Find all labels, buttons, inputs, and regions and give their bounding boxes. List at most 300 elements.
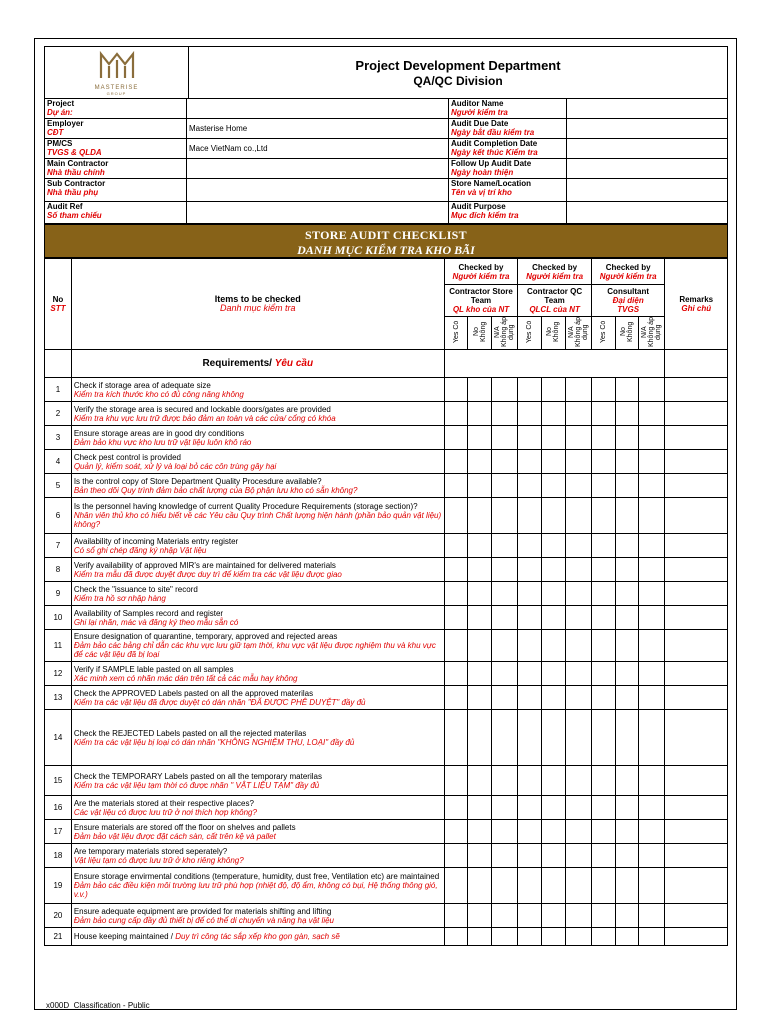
check-cell[interactable] (639, 766, 665, 796)
check-cell[interactable] (565, 868, 591, 904)
row-item: Ensure storage areas are in good dry conditions Đảm bảo khu vực kho lưu trữ vật liệu luôn khô ráo (71, 426, 444, 450)
check-cell[interactable] (542, 426, 566, 450)
division-title: QA/QC Division (413, 73, 503, 88)
check-cell[interactable] (518, 498, 542, 534)
check-cell[interactable] (444, 710, 468, 766)
check-cell[interactable] (591, 474, 615, 498)
check-cell[interactable] (639, 534, 665, 558)
check-cell[interactable] (542, 928, 566, 946)
check-cell[interactable] (444, 558, 468, 582)
check-cell[interactable] (518, 766, 542, 796)
check-cell[interactable] (542, 582, 566, 606)
check-cell[interactable] (468, 534, 492, 558)
row-item: Check the "issuance to site" record Kiểm tra hồ sơ nhập hàng (71, 582, 444, 606)
check-cell[interactable] (565, 474, 591, 498)
check-cell[interactable] (591, 558, 615, 582)
check-cell[interactable] (444, 844, 468, 868)
check-cell[interactable] (591, 820, 615, 844)
row-item: Check the REJECTED Labels pasted on all the rejected materilas Kiểm tra các vật liệu bị loại có dán nhãn "KHÔNG NGHIỆM THU, LOẠI" đầy đủ (71, 710, 444, 766)
check-cell[interactable] (615, 582, 639, 606)
logo-text: MASTERISE (94, 84, 139, 91)
check-cell[interactable] (542, 662, 566, 686)
remarks-cell[interactable] (665, 426, 728, 450)
requirements-header: Requirements/ Yêu cầu (71, 350, 444, 378)
info-value-left[interactable] (187, 99, 449, 119)
check-cell[interactable] (468, 378, 492, 402)
check-cell[interactable] (518, 820, 542, 844)
check-cell[interactable] (565, 498, 591, 534)
dept-title: Project Development Department (355, 57, 561, 73)
check-cell[interactable] (492, 402, 518, 426)
check-cell[interactable] (542, 630, 566, 662)
check-cell[interactable] (615, 796, 639, 820)
check-cell[interactable] (444, 904, 468, 928)
check-cell[interactable] (444, 498, 468, 534)
check-cell[interactable] (615, 630, 639, 662)
check-cell[interactable] (615, 662, 639, 686)
table-row (45, 904, 728, 928)
row-number: 19 (45, 868, 72, 904)
check-cell[interactable] (492, 686, 518, 710)
info-row (45, 202, 728, 224)
check-cell[interactable] (639, 582, 665, 606)
check-cell[interactable] (615, 710, 639, 766)
check-cell[interactable] (518, 378, 542, 402)
check-cell[interactable] (444, 450, 468, 474)
check-cell[interactable] (565, 686, 591, 710)
info-value-left[interactable] (187, 179, 449, 202)
check-cell[interactable] (492, 606, 518, 630)
table-row (45, 630, 728, 662)
check-cell[interactable] (492, 710, 518, 766)
table-row (45, 426, 728, 450)
check-cell[interactable] (591, 450, 615, 474)
check-cell[interactable] (542, 378, 566, 402)
check-cell[interactable] (444, 582, 468, 606)
check-cell[interactable] (468, 868, 492, 904)
check-cell[interactable] (492, 582, 518, 606)
header-table (44, 46, 728, 99)
info-value-left[interactable]: Mace VietNam co.,Ltd (187, 139, 449, 159)
check-cell[interactable] (468, 606, 492, 630)
table-row (45, 558, 728, 582)
check-cell[interactable] (444, 426, 468, 450)
check-cell[interactable] (518, 630, 542, 662)
check-cell[interactable] (591, 534, 615, 558)
check-cell[interactable] (468, 844, 492, 868)
check-cell[interactable] (444, 662, 468, 686)
row-item: Check the APPROVED Labels pasted on all the approved materilas Kiểm tra các vật liệu đã được duyệt có dán nhãn "ĐÃ ĐƯỢC PHÊ DUYỆT" đầy đủ (71, 686, 444, 710)
check-cell[interactable] (444, 534, 468, 558)
check-cell[interactable] (444, 796, 468, 820)
check-cell[interactable] (518, 928, 542, 946)
row-item: Verify the storage area is secured and lockable doors/gates are provided Kiểm tra khu vực lưu trữ được bảo đảm an toàn và các cửa/ cổng có khóa (71, 402, 444, 426)
check-cell[interactable] (639, 710, 665, 766)
logo-cell (45, 47, 189, 99)
check-cell[interactable] (468, 474, 492, 498)
row-item: Ensure designation of quarantine, temporary, approved and rejected areas Đảm bảo các bảng chỉ dẫn các khu vực lưu giữ tạm thời, khu vực vật liệu được nghiệm thu và khu vực để các vật liệu đã bị loại (71, 630, 444, 662)
info-value-right[interactable] (567, 202, 728, 224)
row-item: Verify if SAMPLE lable pasted on all samples Xác minh xem có nhãn mác dán trên tất cả các mẫu hay không (71, 662, 444, 686)
check-cell[interactable] (444, 686, 468, 710)
check-cell[interactable] (542, 766, 566, 796)
check-cell[interactable] (518, 582, 542, 606)
check-cell[interactable] (444, 402, 468, 426)
check-cell[interactable] (542, 686, 566, 710)
option-header-yes: Yes Có (518, 317, 542, 350)
check-cell[interactable] (492, 904, 518, 928)
check-cell[interactable] (639, 498, 665, 534)
remarks-cell[interactable] (665, 766, 728, 796)
row-item: Ensure adequate equipment are provided for materials shifting and lifting Đảm bảo cung cấp đầy đủ thiết bị để có thể di chuyển và nâng hạ vật liệu (71, 904, 444, 928)
info-label-right: Audit Purpose Mục đích kiểm tra (449, 202, 567, 224)
check-cell[interactable] (591, 662, 615, 686)
check-cell[interactable] (565, 904, 591, 928)
check-cell[interactable] (542, 402, 566, 426)
info-value-right[interactable] (567, 179, 728, 202)
checklist-title-en: STORE AUDIT CHECKLIST (305, 228, 467, 242)
check-cell[interactable] (518, 474, 542, 498)
check-cell[interactable] (639, 630, 665, 662)
check-cell[interactable] (492, 378, 518, 402)
check-cell[interactable] (492, 558, 518, 582)
check-cell[interactable] (615, 450, 639, 474)
check-cell[interactable] (492, 474, 518, 498)
row-number: 11 (45, 630, 72, 662)
row-item: Are temporary materials stored seperately? Vật liệu tạm có được lưu trữ ở kho riêng không? (71, 844, 444, 868)
col-items-header: Items to be checked Danh mục kiểm tra (71, 259, 444, 350)
info-value-left[interactable] (187, 202, 449, 224)
remarks-cell[interactable] (665, 474, 728, 498)
check-cell[interactable] (591, 378, 615, 402)
option-header-yes: Yes Có (591, 317, 615, 350)
info-row (45, 119, 728, 139)
check-cell[interactable] (518, 534, 542, 558)
check-cell[interactable] (591, 426, 615, 450)
remarks-cell[interactable] (665, 662, 728, 686)
info-label-left: Main Contractor Nhà thầu chính (45, 159, 187, 179)
check-cell[interactable] (518, 558, 542, 582)
info-label-left: Sub Contractor Nhà thầu phụ (45, 179, 187, 202)
table-row (45, 710, 728, 766)
check-cell[interactable] (615, 498, 639, 534)
check-cell[interactable] (615, 558, 639, 582)
remarks-cell[interactable] (665, 582, 728, 606)
remarks-cell[interactable] (665, 378, 728, 402)
check-cell[interactable] (591, 686, 615, 710)
check-cell[interactable] (565, 534, 591, 558)
check-cell[interactable] (444, 766, 468, 796)
check-cell[interactable] (468, 820, 492, 844)
option-header-na: N/A Không áp dụng (565, 317, 591, 350)
table-row (45, 686, 728, 710)
check-cell[interactable] (591, 710, 615, 766)
check-cell[interactable] (542, 796, 566, 820)
check-cell[interactable] (542, 606, 566, 630)
table-row (45, 378, 728, 402)
info-value-left[interactable]: Masterise Home (187, 119, 449, 139)
remarks-cell[interactable] (665, 868, 728, 904)
option-header-no_opt: No Không (468, 317, 492, 350)
check-cell[interactable] (444, 928, 468, 946)
remarks-cell[interactable] (665, 606, 728, 630)
check-cell[interactable] (639, 928, 665, 946)
checklist-table (44, 258, 728, 946)
check-cell[interactable] (591, 796, 615, 820)
check-cell[interactable] (615, 686, 639, 710)
check-cell[interactable] (591, 928, 615, 946)
check-cell[interactable] (542, 498, 566, 534)
check-cell[interactable] (468, 426, 492, 450)
remarks-cell[interactable] (665, 498, 728, 534)
check-cell[interactable] (639, 686, 665, 710)
table-row (45, 928, 728, 946)
check-cell[interactable] (565, 582, 591, 606)
row-number: 12 (45, 662, 72, 686)
check-cell[interactable] (639, 426, 665, 450)
remarks-cell[interactable] (665, 844, 728, 868)
check-cell[interactable] (565, 928, 591, 946)
row-number: 2 (45, 402, 72, 426)
table-row (45, 450, 728, 474)
row-item: Verify availability of approved MIR's are maintained for delivered materials Kiểm tra mẫu đã được duyệt được duy trì để kiểm tra các vật liệu được giao (71, 558, 444, 582)
row-number: 14 (45, 710, 72, 766)
table-row (45, 868, 728, 904)
remarks-cell[interactable] (665, 450, 728, 474)
check-cell[interactable] (565, 402, 591, 426)
info-label-left: Project Dự án: (45, 99, 187, 119)
check-cell[interactable] (565, 844, 591, 868)
remarks-cell[interactable] (665, 796, 728, 820)
check-cell[interactable] (591, 498, 615, 534)
check-cell[interactable] (468, 710, 492, 766)
check-cell[interactable] (492, 534, 518, 558)
info-label-left: Audit Ref Số tham chiếu (45, 202, 187, 224)
info-row (45, 159, 728, 179)
check-cell[interactable] (565, 426, 591, 450)
info-label-right: Auditor Name Người kiểm tra (449, 99, 567, 119)
row-item: Availability of incoming Materials entry register Có sổ ghi chép đăng ký nhập Vật liệu (71, 534, 444, 558)
check-cell[interactable] (444, 868, 468, 904)
check-cell[interactable] (492, 426, 518, 450)
check-cell[interactable] (518, 904, 542, 928)
check-cell[interactable] (565, 450, 591, 474)
check-cell[interactable] (492, 630, 518, 662)
check-cell[interactable] (591, 582, 615, 606)
row-item: Ensure materials are stored off the floor on shelves and pallets Đảm bảo vật liệu được đặt cách sàn, cất trên kệ và pallet (71, 820, 444, 844)
remarks-cell[interactable] (665, 686, 728, 710)
check-cell[interactable] (542, 474, 566, 498)
table-row (45, 402, 728, 426)
check-cell[interactable] (565, 630, 591, 662)
check-cell[interactable] (518, 662, 542, 686)
check-cell[interactable] (639, 606, 665, 630)
check-cell[interactable] (468, 928, 492, 946)
check-cell[interactable] (639, 904, 665, 928)
remarks-cell[interactable] (665, 928, 728, 946)
col-no-header: No STT (45, 259, 72, 350)
check-cell[interactable] (518, 686, 542, 710)
check-cell[interactable] (518, 606, 542, 630)
table-row (45, 766, 728, 796)
check-cell[interactable] (492, 766, 518, 796)
check-cell[interactable] (565, 606, 591, 630)
check-cell[interactable] (468, 662, 492, 686)
check-cell[interactable] (565, 378, 591, 402)
check-cell[interactable] (468, 402, 492, 426)
check-cell[interactable] (492, 498, 518, 534)
check-cell[interactable] (542, 450, 566, 474)
check-cell[interactable] (565, 766, 591, 796)
check-cell[interactable] (492, 844, 518, 868)
info-label-right: Store Name/Location Tên và vị trí kho (449, 179, 567, 202)
check-cell[interactable] (591, 402, 615, 426)
check-cell[interactable] (639, 844, 665, 868)
row-item: Ensure storage envirmental conditions (temperature, humidity, dust free, Ventilation etc) are maintained Đảm bảo các điều kiện môi trường lưu trữ phù hợp (nhiệt độ, độ ẩm, không có bụi, Hệ thống thông gió, v.v.) (71, 868, 444, 904)
remarks-cell[interactable] (665, 534, 728, 558)
check-cell[interactable] (468, 904, 492, 928)
row-number: 20 (45, 904, 72, 928)
check-cell[interactable] (468, 686, 492, 710)
info-row (45, 179, 728, 202)
check-cell[interactable] (615, 820, 639, 844)
check-cell[interactable] (591, 606, 615, 630)
check-cell[interactable] (615, 766, 639, 796)
check-cell[interactable] (615, 606, 639, 630)
check-cell[interactable] (615, 534, 639, 558)
check-cell[interactable] (565, 710, 591, 766)
check-cell[interactable] (591, 844, 615, 868)
table-row (45, 474, 728, 498)
check-cell[interactable] (492, 796, 518, 820)
table-row (45, 796, 728, 820)
check-cell[interactable] (639, 796, 665, 820)
check-cell[interactable] (565, 558, 591, 582)
row-number: 15 (45, 766, 72, 796)
check-cell[interactable] (468, 498, 492, 534)
check-cell[interactable] (468, 630, 492, 662)
row-number: 9 (45, 582, 72, 606)
remarks-cell[interactable] (665, 558, 728, 582)
check-cell[interactable] (639, 662, 665, 686)
check-cell[interactable] (492, 662, 518, 686)
check-cell[interactable] (615, 844, 639, 868)
row-item: Are the materials stored at their respective places? Các vật liệu có được lưu trữ ở nơi thích hợp không? (71, 796, 444, 820)
check-cell[interactable] (639, 558, 665, 582)
check-cell[interactable] (591, 766, 615, 796)
info-value-right[interactable] (567, 139, 728, 159)
info-value-right[interactable] (567, 99, 728, 119)
check-cell[interactable] (639, 378, 665, 402)
check-cell[interactable] (468, 558, 492, 582)
check-cell[interactable] (518, 844, 542, 868)
info-value-left[interactable] (187, 159, 449, 179)
check-cell[interactable] (444, 820, 468, 844)
check-cell[interactable] (615, 928, 639, 946)
check-cell[interactable] (615, 474, 639, 498)
check-cell[interactable] (468, 582, 492, 606)
check-cell[interactable] (518, 450, 542, 474)
check-cell[interactable] (518, 402, 542, 426)
row-number: 3 (45, 426, 72, 450)
check-cell[interactable] (542, 868, 566, 904)
check-cell[interactable] (492, 928, 518, 946)
check-cell[interactable] (444, 474, 468, 498)
row-item: Check if storage area of adequate size Kiểm tra kích thước kho có đủ công năng không (71, 378, 444, 402)
check-cell[interactable] (591, 868, 615, 904)
check-cell[interactable] (518, 868, 542, 904)
remarks-cell[interactable] (665, 630, 728, 662)
row-item: Is the control copy of Store Department Quality Procesdure available? Bản theo dõi Quy trình đảm bảo chất lượng của Bộ phận lưu kho có sẵn không? (71, 474, 444, 498)
row-number: 21 (45, 928, 72, 946)
check-cell[interactable] (639, 474, 665, 498)
check-cell[interactable] (444, 630, 468, 662)
check-cell[interactable] (468, 766, 492, 796)
table-row (45, 662, 728, 686)
check-cell[interactable] (591, 630, 615, 662)
check-cell[interactable] (565, 662, 591, 686)
option-header-no_opt: No Không (542, 317, 566, 350)
checked-by-header-3: Checked by Người kiểm tra (591, 259, 665, 285)
row-number: 17 (45, 820, 72, 844)
check-cell[interactable] (518, 426, 542, 450)
check-cell[interactable] (542, 820, 566, 844)
check-cell[interactable] (542, 710, 566, 766)
check-cell[interactable] (615, 426, 639, 450)
info-table (44, 98, 728, 224)
check-cell[interactable] (639, 402, 665, 426)
check-cell[interactable] (615, 904, 639, 928)
check-cell[interactable] (444, 606, 468, 630)
info-value-right[interactable] (567, 119, 728, 139)
info-value-right[interactable] (567, 159, 728, 179)
check-cell[interactable] (639, 820, 665, 844)
row-number: 1 (45, 378, 72, 402)
check-cell[interactable] (492, 820, 518, 844)
check-cell[interactable] (565, 820, 591, 844)
row-number: 7 (45, 534, 72, 558)
check-cell[interactable] (518, 710, 542, 766)
check-cell[interactable] (444, 378, 468, 402)
check-cell[interactable] (468, 450, 492, 474)
group-contractor-qc: Contractor QC Team QLCL của NT (518, 285, 592, 317)
check-cell[interactable] (615, 868, 639, 904)
check-cell[interactable] (542, 844, 566, 868)
check-cell[interactable] (542, 904, 566, 928)
group-consultant: Consultant Đại diện TVGS (591, 285, 665, 317)
check-cell[interactable] (468, 796, 492, 820)
remarks-cell[interactable] (665, 402, 728, 426)
check-cell[interactable] (615, 378, 639, 402)
check-cell[interactable] (591, 904, 615, 928)
check-cell[interactable] (518, 796, 542, 820)
check-cell[interactable] (542, 534, 566, 558)
option-header-na: N/A Không áp dụng (639, 317, 665, 350)
check-cell[interactable] (542, 558, 566, 582)
footer-classification: x000D_Classification - Public (46, 1001, 150, 1010)
check-cell[interactable] (639, 450, 665, 474)
check-cell[interactable] (492, 868, 518, 904)
check-cell[interactable] (639, 868, 665, 904)
check-cell[interactable] (615, 402, 639, 426)
checked-by-header-1: Checked by Người kiểm tra (444, 259, 518, 285)
remarks-cell[interactable] (665, 710, 728, 766)
check-cell[interactable] (492, 450, 518, 474)
remarks-cell[interactable] (665, 904, 728, 928)
check-cell[interactable] (565, 796, 591, 820)
checklist-title-vi: DANH MỤC KIỂM TRA KHO BÃI (297, 243, 475, 257)
remarks-cell[interactable] (665, 820, 728, 844)
